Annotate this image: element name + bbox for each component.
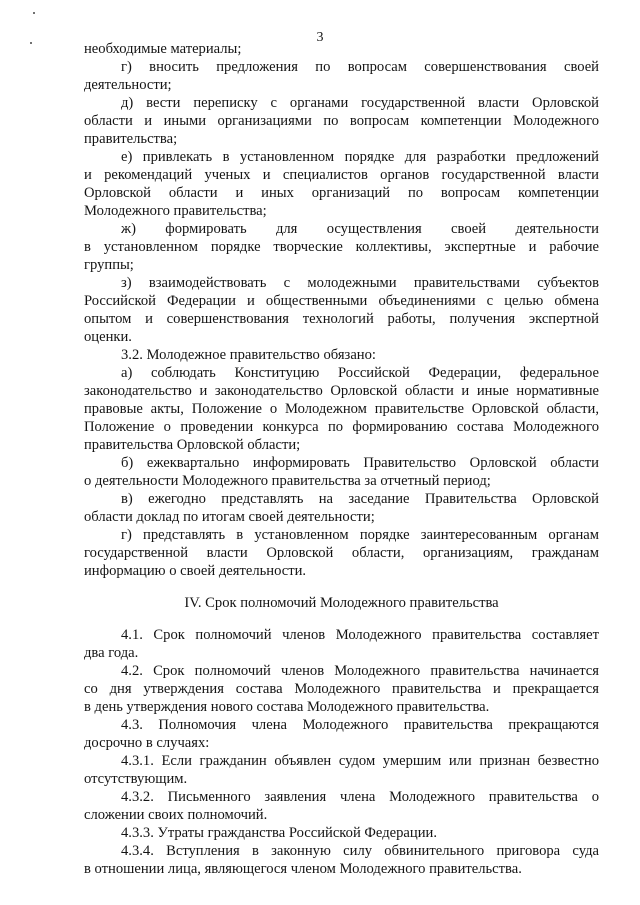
text-line: 4.3. Полномочия члена Молодежного правительства прекращаются	[121, 717, 599, 733]
text-line: области доклад по итогам своей деятельности;	[84, 509, 375, 525]
text-line: государственной власти Орловской области, организациям, гражданам	[84, 545, 599, 561]
text-line: 4.3.4. Вступления в законную силу обвинительного приговора суда	[121, 843, 599, 859]
text-line: г) представлять в установленном порядке заинтересованным органам	[121, 527, 599, 543]
text-line: з) взаимодействовать с молодежными правительствами субъектов	[121, 275, 599, 291]
text-line: законодательство и законодательство Орловской области и иные нормативные	[84, 383, 599, 399]
text-line: 4.3.1. Если гражданин объявлен судом умершим или признан безвестно	[121, 753, 599, 769]
scan-speck	[30, 42, 32, 44]
text-line: опытом и совершенствования технологий работы, получения экспертной	[84, 311, 599, 327]
text-line: деятельности;	[84, 77, 172, 93]
text-line: Орловской области и иных организаций по вопросам компетенции	[84, 185, 599, 201]
text-line: информацию о своей деятельности.	[84, 563, 307, 579]
text-line: е) привлекать в установленном порядке для разработки предложений	[121, 149, 599, 165]
section-heading: IV. Срок полномочий Молодежного правительства	[184, 595, 499, 611]
text-line: сложении своих полномочий.	[84, 807, 268, 823]
text-line: области и иными организациями по вопросам компетенции Молодежного	[84, 113, 599, 129]
text-line: б) ежеквартально информировать Правительство Орловской области	[121, 455, 599, 471]
text-line: правительства;	[84, 131, 178, 147]
text-line: д) вести переписку с органами государственной власти Орловской	[121, 95, 599, 111]
text-line: в) ежегодно представлять на заседание Правительства Орловской	[121, 491, 599, 507]
text-line: 3.2. Молодежное правительство обязано:	[121, 347, 376, 363]
text-line: и рекомендаций ученых и специалистов органов государственной власти	[84, 167, 599, 183]
text-line: правительства Орловской области;	[84, 437, 301, 453]
text-line: в день утверждения нового состава Молодежного правительства.	[84, 699, 490, 715]
text-line: отсутствующим.	[84, 771, 188, 787]
text-line: 4.1. Срок полномочий членов Молодежного правительства составляет	[121, 627, 599, 643]
text-line: в отношении лица, являющегося членом Молодежного правительства.	[84, 861, 522, 877]
page-number: 3	[316, 30, 324, 45]
text-line: досрочно в случаях:	[84, 735, 210, 751]
text-line: в установленном порядке творческие коллективы, экспертные и рабочие	[84, 239, 599, 255]
text-line: ж) формировать для осуществления своей деятельности	[121, 221, 599, 237]
text-line: 4.3.2. Письменного заявления члена Молодежного правительства о	[121, 789, 599, 805]
text-line: оценки.	[84, 329, 132, 345]
text-line: 4.3.3. Утраты гражданства Российской Федерации.	[121, 825, 437, 841]
text-line: правовые акты, Положение о Молодежном правительстве Орловской области,	[84, 401, 599, 417]
text-line: г) вносить предложения по вопросам совершенствования своей	[121, 59, 599, 75]
text-line: а) соблюдать Конституцию Российской Федерации, федеральное	[121, 365, 599, 381]
text-line: со дня утверждения состава Молодежного правительства и прекращается	[84, 681, 599, 697]
text-line: необходимые материалы;	[84, 41, 242, 57]
text-line: о деятельности Молодежного правительства за отчетный период;	[84, 473, 491, 489]
text-line: Молодежного правительства;	[84, 203, 267, 219]
text-line: группы;	[84, 257, 134, 273]
text-line: Положение о проведении конкурса по формированию состава Молодежного	[84, 419, 599, 435]
text-line: Российской Федерации и общественными объединениями с целью обмена	[84, 293, 599, 309]
text-line: два года.	[84, 645, 139, 661]
scan-speck	[33, 12, 35, 14]
text-line: 4.2. Срок полномочий членов Молодежного правительства начинается	[121, 663, 599, 679]
